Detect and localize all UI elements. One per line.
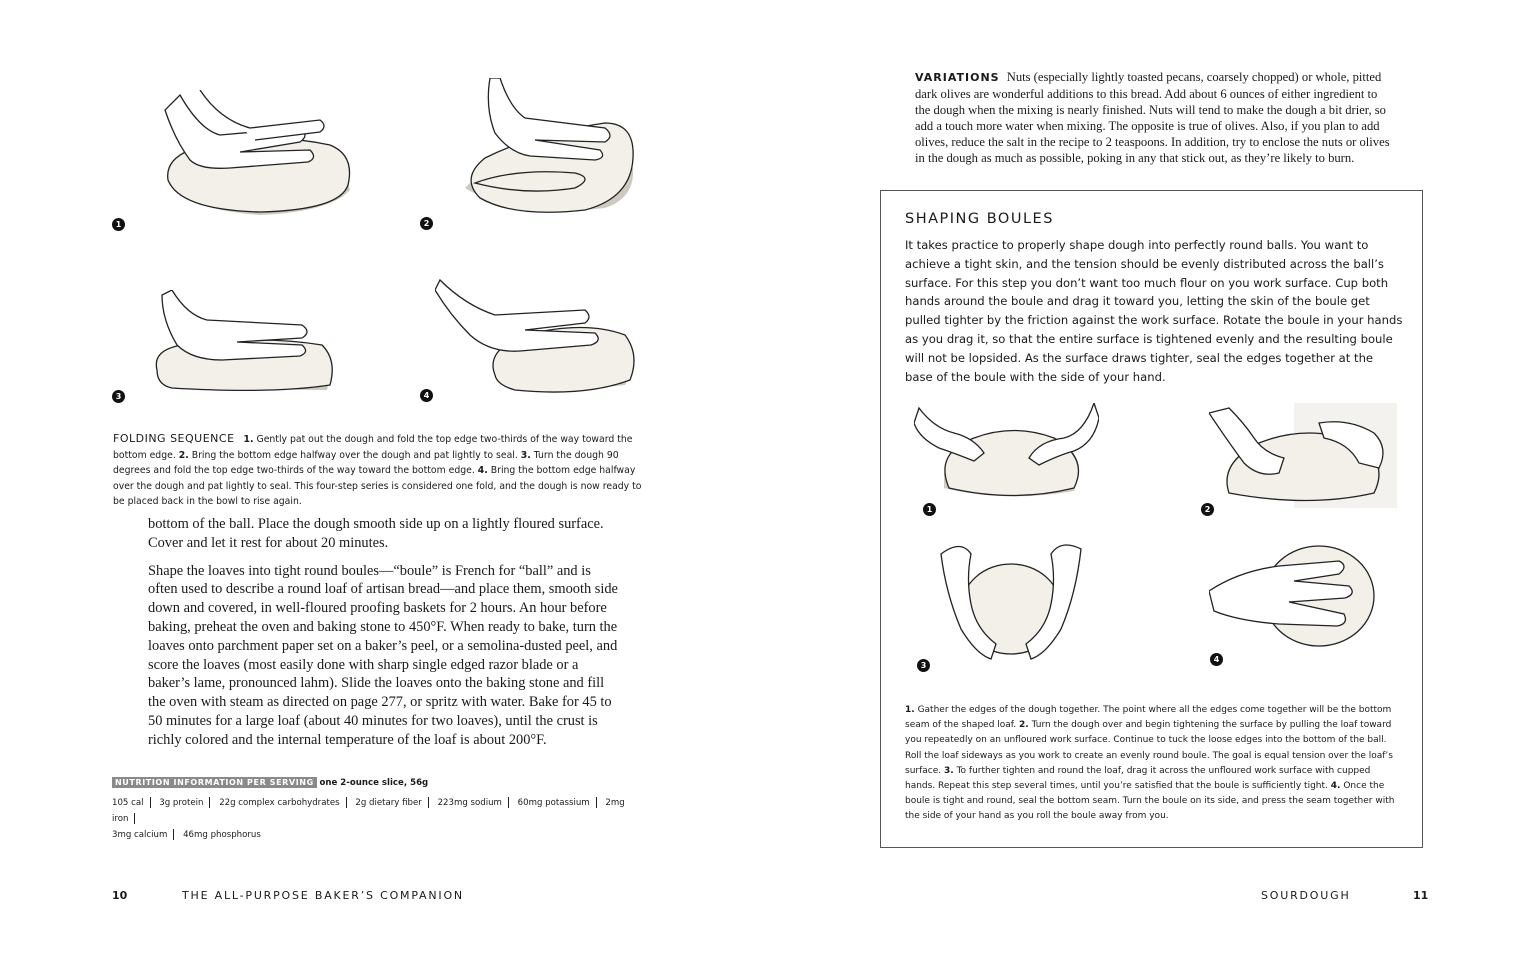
step-text: To further tighten and round the loaf, drag it across the unfloured work surface with cupped hands. Repeat this step several times, until you’re satisfied that the boule is sufficiently tight.: [905, 765, 1371, 792]
hands-cupping-boule-icon: [936, 534, 1086, 664]
body-paragraph: bottom of the ball. Place the dough smooth side up on a lightly floured surface. Cover and let it rest for about 20 minutes.: [148, 516, 604, 551]
hands-sealing-boule-icon: [1209, 536, 1379, 651]
hands-pressing-dough-icon: [152, 290, 337, 400]
step-number-badge: 3: [917, 659, 930, 672]
step-label: 1.: [905, 705, 915, 715]
shaping-boules-sidebar: [880, 190, 1423, 848]
variations-lead: VARIATIONS: [915, 71, 1000, 84]
hands-gathering-dough-icon: [914, 403, 1099, 503]
step-text: Gently pat out the dough and fold the top edge two-thirds of the way toward the bottom edge.: [113, 434, 633, 461]
serving-size: one 2-ounce slice, 56g: [319, 778, 429, 788]
nutrition-item: 105 cal: [112, 798, 144, 808]
step-text: Bring the bottom edge halfway over the dough and pat lightly to seal.: [191, 449, 518, 461]
nutrition-item: 46mg phosphorus: [183, 830, 261, 840]
nutrition-item: 3mg calcium: [112, 830, 168, 840]
hands-sealing-dough-icon: [435, 275, 640, 400]
nutrition-row: [112, 795, 632, 827]
step-label: 4.: [1330, 781, 1341, 792]
step-number-badge: 3: [112, 390, 125, 403]
step-number-badge: 1: [112, 218, 125, 231]
step-label: 1.: [243, 434, 254, 445]
nutrition-info: [112, 778, 632, 843]
step-label: 3.: [944, 765, 954, 776]
body-paragraph: Shape the loaves into tight round boules—“boule” is French for “ball” and is often used to describe a round loaf of artisan bread—and place them, smooth side down and covered, in well-floured proofing baskets for 2 hours. An hour before baking, preheat the oven and baking stone to 450°F. When ready to bake, turn the loaves onto parchment paper set on a baker’s peel, or a semolina-dusted peel, and score the loaves (most easily done with sharp single edged razor blade or a baker’s lame, pronounced lahm). Slide the loaves onto the baking stone and fill the oven with steam as directed on page 277, or spritz with water. Bake for 45 to 50 minutes for a large loaf (about 40 minutes for two loaves), until the crust is richly colored and the internal temperature of the loaf is about 200°F.: [148, 562, 618, 748]
nutrition-label: NUTRITION INFORMATION PER SERVING: [112, 777, 317, 788]
shaping-boules-caption: [905, 703, 1403, 825]
caption-lead: FOLDING SEQUENCE: [113, 432, 235, 445]
step-number-badge: 4: [420, 389, 433, 402]
sidebar-title: SHAPING BOULES: [905, 211, 1054, 227]
step-number-badge: 1: [923, 503, 936, 516]
nutrition-item: 22g complex carbohydrates: [219, 798, 340, 808]
nutrition-item: 2mg iron: [112, 798, 625, 824]
step-label: 4.: [477, 465, 488, 477]
step-number-badge: 4: [1210, 653, 1223, 666]
folding-sequence-caption: [113, 431, 653, 510]
hands-folding-dough-icon: [455, 78, 640, 228]
variations-text: Nuts (especially lightly toasted pecans, coarsely chopped) or whole, pitted dark olives are wonderful additions to this bread. Add about 6 ounces of either ingredient to the dough when the mixing is nearly finished. Nuts will tend to make the dough a bit drier, so add a touch more water when mixing. The opposite is true of olives. Also, if you plan to add olives, reduce the salt in the recipe to 2 teaspoons. In addition, try to enclose the nuts or olives in the dough as much as possible, poking in any that stick out, as they’re likely to burn.: [915, 70, 1390, 166]
book-title: THE ALL-PURPOSE BAKER’S COMPANION: [182, 889, 464, 902]
step-number-badge: 2: [420, 217, 433, 230]
step-label: 2.: [1019, 720, 1029, 731]
hands-patting-dough-icon: [160, 90, 360, 230]
nutrition-item: 3g protein: [159, 798, 204, 808]
section-title: SOURDOUGH: [1261, 889, 1351, 902]
body-text: [148, 515, 623, 759]
step-number-badge: 2: [1201, 503, 1214, 516]
nutrition-row: [112, 827, 632, 843]
page-number-left: 10: [112, 889, 128, 902]
page-number-right: 11: [1413, 889, 1429, 902]
nutrition-item: 223mg sodium: [437, 798, 502, 808]
step-text: Turn the dough 90 degrees and fold the top edge two-thirds of the way toward the bottom edge.: [113, 449, 619, 477]
nutrition-item: 60mg potassium: [517, 798, 590, 808]
step-text: Once the boule is tight and round, seal the bottom seam. Turn the boule on its side, and press the seam together with the side of your hand as you roll the boule away from you.: [905, 781, 1395, 822]
step-text: Bring the bottom edge halfway over the dough and pat lightly to seal. This four-step series is considered one fold, and the dough is now ready to be placed back in the bowl to rise again.: [113, 465, 642, 508]
step-label: 3.: [520, 449, 531, 461]
variations-paragraph: [915, 69, 1390, 167]
step-text: Turn the dough over and begin tightening the surface by pulling the loaf toward you repeatedly on an unfloured work surface. Continue to tuck the loose edges into the bottom of the ball. Roll the loaf sideways as you work to create an evenly round boule. The goal is equal tension over the loaf’s surface.: [905, 720, 1393, 776]
step-label: 2.: [178, 449, 189, 461]
step-text: Gather the edges of the dough together. The point where all the edges come together will be the bottom seam of the shaped loaf.: [905, 705, 1392, 731]
hands-tucking-dough-icon: [1209, 403, 1397, 508]
sidebar-text: It takes practice to properly shape dough into perfectly round balls. You want to achieve a tight skin, and the tension should be evenly distributed across the ball’s surface. For this step you don’t want too much flour on you work surface. Cup both hands around the boule and drag it toward you, letting the skin of the boule get pulled tighter by the friction against the work surface. Rotate the boule in your hands as you drag it, so that the entire surface is tightened evenly and the resulting boule will not be lopsided. As the surface draws tighter, seal the edges together at the base of the boule with the side of your hand.: [905, 238, 1403, 384]
nutrition-item: 2g dietary fiber: [355, 798, 422, 808]
